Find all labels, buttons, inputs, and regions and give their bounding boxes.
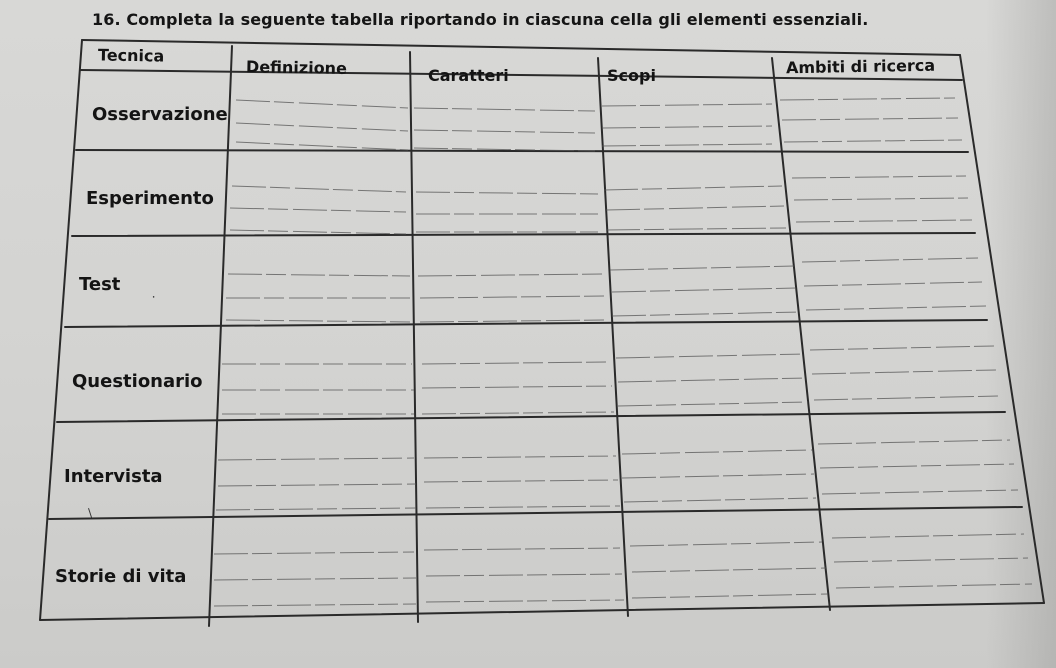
pencil-mark: ⸳ bbox=[152, 288, 156, 302]
table-border-bottom bbox=[40, 603, 1044, 620]
exercise-title: 16. Completa la seguente tabella riportando in ciascuna cella gli elementi essenziali. bbox=[92, 10, 869, 29]
row-label-intervista: Intervista bbox=[64, 466, 163, 487]
row-label-storie-di-vita: Storie di vita bbox=[55, 566, 187, 587]
column-divider-3 bbox=[598, 58, 628, 616]
pencil-mark: / bbox=[84, 506, 96, 520]
row-label-osservazione: Osservazione bbox=[92, 104, 228, 125]
row-label-questionario: Questionario bbox=[72, 371, 203, 392]
table-border-top bbox=[82, 40, 960, 55]
header-scopi: Scopi bbox=[607, 66, 656, 85]
table-border-right bbox=[960, 55, 1044, 603]
header-ambiti-di-ricerca: Ambiti di ricerca bbox=[785, 55, 936, 78]
row-divider-4 bbox=[57, 412, 1005, 422]
row-label-test: Test bbox=[79, 274, 121, 295]
column-divider-2 bbox=[410, 52, 418, 622]
header-tecnica: Tecnica bbox=[97, 45, 165, 66]
row-divider-2 bbox=[72, 233, 975, 236]
row-label-esperimento: Esperimento bbox=[86, 188, 214, 209]
row-divider-1 bbox=[76, 150, 968, 152]
column-divider-1 bbox=[209, 46, 232, 626]
header-caratteri: Caratteri bbox=[428, 66, 509, 85]
row-divider-5 bbox=[49, 507, 1022, 519]
column-divider-4 bbox=[772, 58, 830, 610]
table-border-left bbox=[40, 40, 82, 620]
header-definizione: Definizione bbox=[245, 57, 348, 78]
